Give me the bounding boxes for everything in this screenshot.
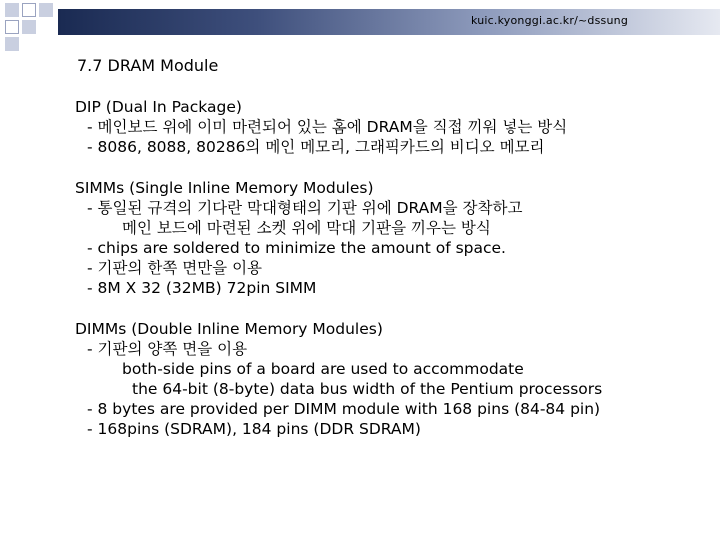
deco-square [39, 3, 53, 17]
deco-square [5, 37, 19, 51]
section-heading-dimms: DIMMs (Double Inline Memory Modules) [75, 320, 383, 338]
continuation-line: the 64-bit (8-byte) data bus width of the Pentium processors [132, 380, 603, 398]
bullet-line: - 8086, 8088, 80286의 메인 메모리, 그래픽카드의 비디오 메모리 [87, 138, 545, 156]
bullet-line: - 통일된 규격의 기다란 막대형태의 기판 위에 DRAM을 장착하고 [87, 199, 523, 217]
deco-square [5, 20, 19, 34]
bullet-line: - 8 bytes are provided per DIMM module with 168 pins (84-84 pin) [87, 400, 601, 418]
continuation-line: 메인 보드에 마련된 소켓 위에 막대 기판을 끼우는 방식 [122, 219, 491, 237]
slide-content [75, 97, 602, 439]
bullet-line: - 8M X 32 (32MB) 72pin SIMM [87, 279, 317, 297]
header-url: kuic.kyonggi.ac.kr/~dssung [471, 14, 628, 27]
deco-square [22, 3, 36, 17]
continuation-line: both-side pins of a board are used to accommodate [122, 360, 524, 378]
section-heading-simms: SIMMs (Single Inline Memory Modules) [75, 179, 374, 197]
section-heading-dip: DIP (Dual In Package) [75, 98, 242, 116]
slide-title: 7.7 DRAM Module [77, 56, 219, 75]
bullet-line: - 168pins (SDRAM), 184 pins (DDR SDRAM) [87, 420, 421, 438]
bullet-line: - 기판의 한쪽 면만을 이용 [87, 259, 263, 277]
bullet-line: - chips are soldered to minimize the amount of space. [87, 239, 506, 257]
deco-square [5, 3, 19, 17]
deco-square [22, 20, 36, 34]
bullet-line: - 기판의 양쪽 면을 이용 [87, 340, 248, 358]
bullet-line: - 메인보드 위에 이미 마련되어 있는 홈에 DRAM을 직접 끼워 넣는 방식 [87, 118, 568, 136]
